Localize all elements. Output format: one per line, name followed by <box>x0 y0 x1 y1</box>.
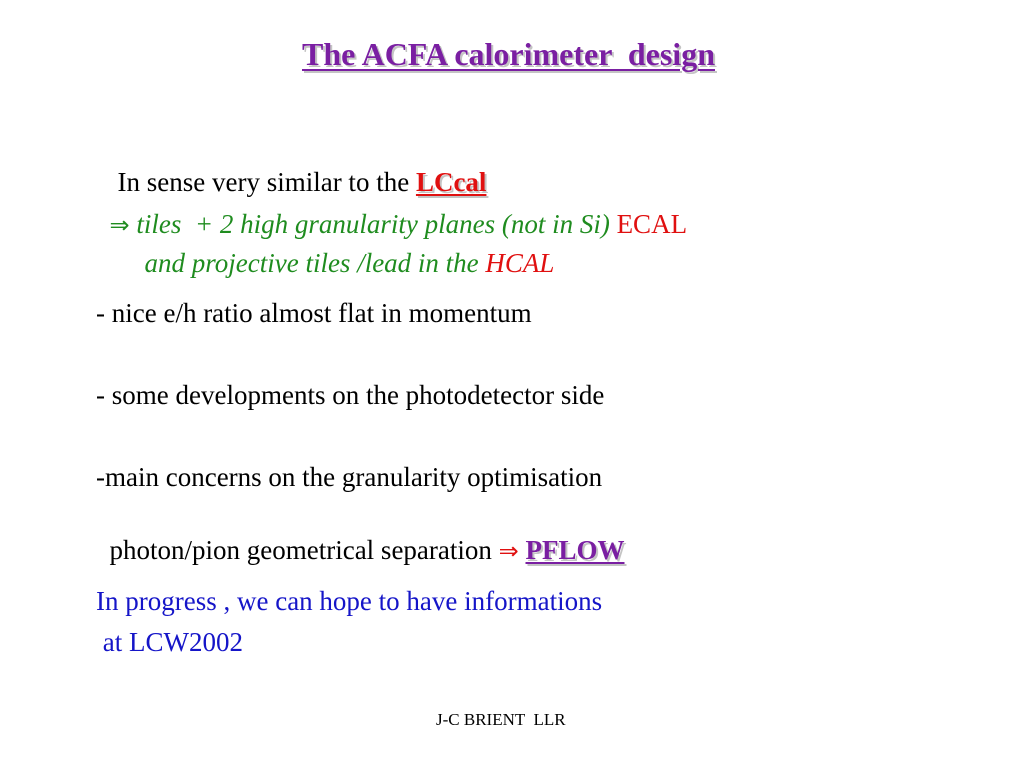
bullet-eh-ratio: - nice e/h ratio almost flat in momentum <box>96 298 532 328</box>
implies-arrow-icon: ⇒ <box>498 537 519 565</box>
implies-arrow-icon: ⇒ <box>109 211 130 239</box>
slide-title: The ACFA calorimeter design <box>302 36 715 72</box>
pflow-highlight: PFLOW <box>525 535 625 565</box>
hcal-line <box>131 215 554 279</box>
bullet-photodetector: - some developments on the photodetector side <box>96 380 605 410</box>
progress-line-1: In progress , we can hope to have informations <box>96 586 603 616</box>
hcal-description: and projective tiles /lead in the <box>144 248 486 278</box>
ecal-tag: ECAL <box>616 209 688 239</box>
hcal-tag: HCAL <box>485 248 555 278</box>
bullet-granularity: -main concerns on the granularity optimisation <box>96 462 603 492</box>
progress-line-2: at LCW2002 <box>96 627 243 657</box>
intro-text: In sense very similar to the <box>117 167 416 197</box>
slide-footer: J-C BRIENT LLR <box>436 710 566 729</box>
pflow-line <box>96 502 625 567</box>
ecal-description: tiles + 2 high granularity planes (not in Si) <box>129 209 617 239</box>
lccal-highlight: LCcal <box>415 167 487 197</box>
separation-text: photon/pion geometrical separation <box>109 535 499 565</box>
